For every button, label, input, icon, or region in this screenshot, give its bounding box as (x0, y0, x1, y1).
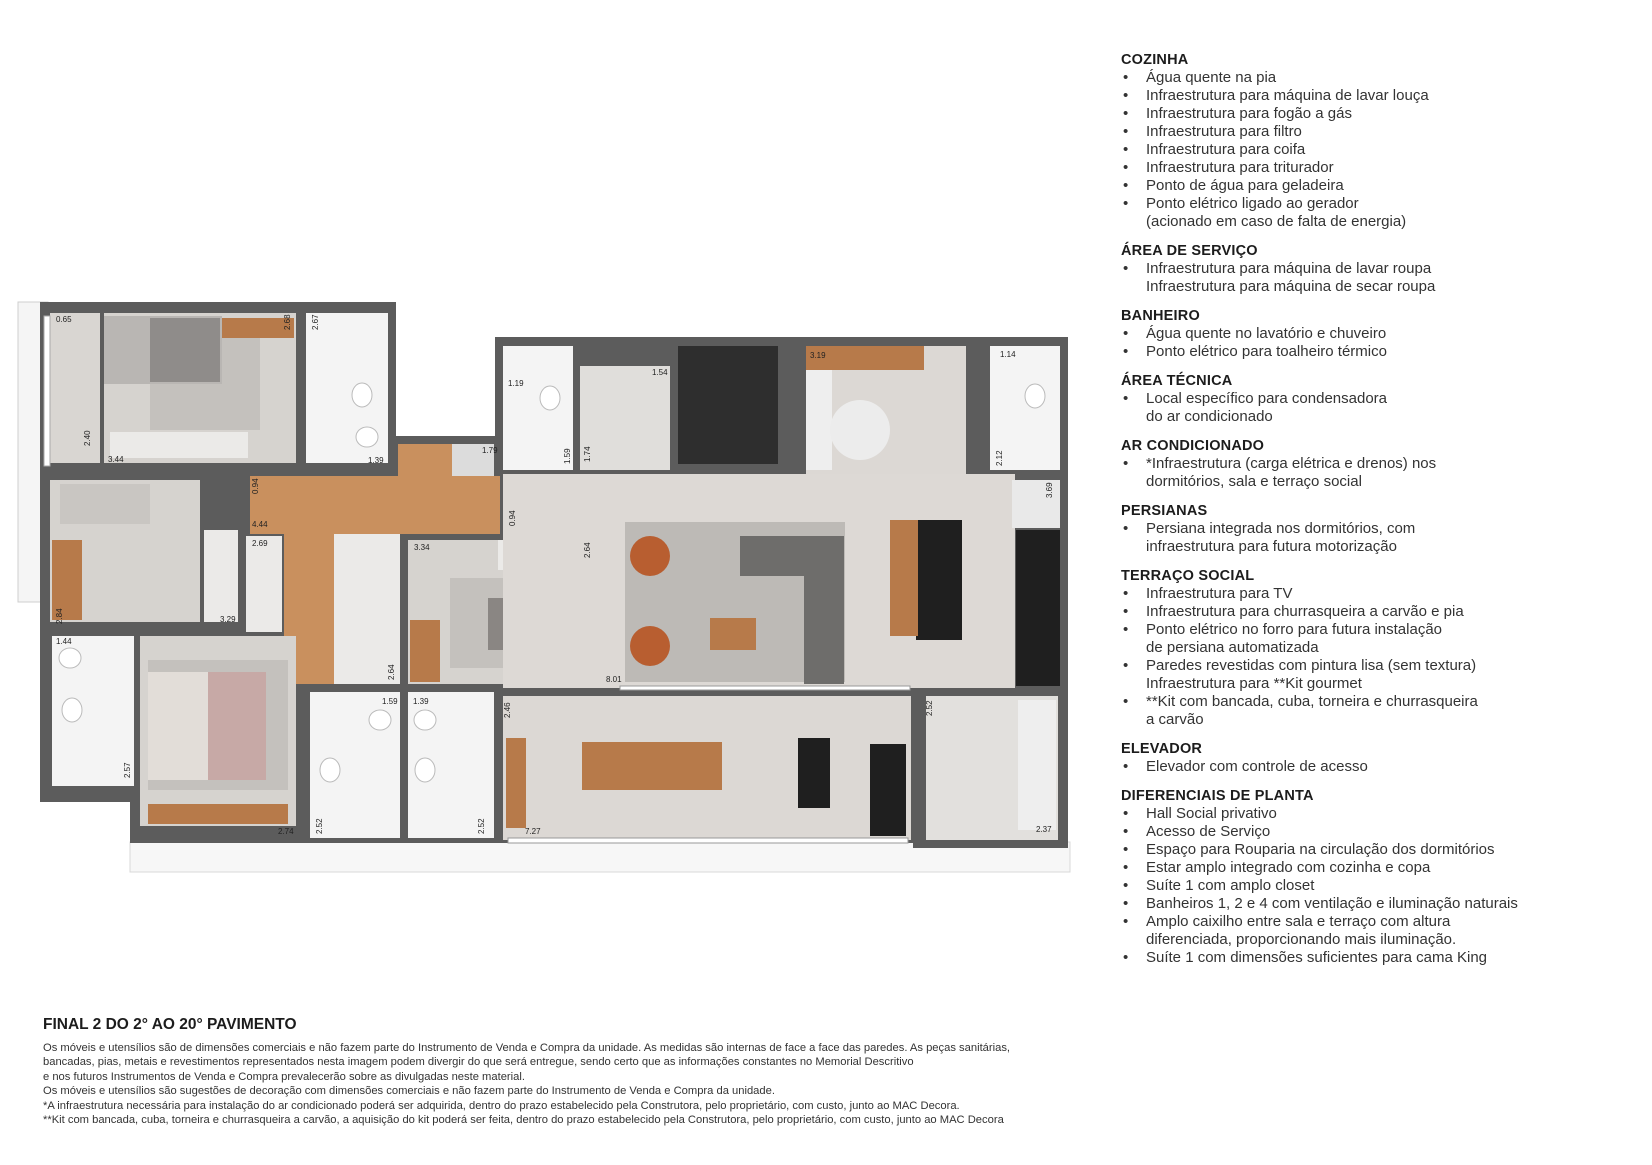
footer (43, 1016, 1243, 1127)
spec-item (1121, 260, 1641, 278)
spec-item-text: Infraestrutura para máquina de lavar roupa (1146, 260, 1432, 277)
floor-plan (0, 0, 1080, 880)
bedroom-top-side-strip (50, 313, 100, 463)
pantry (678, 346, 778, 464)
spec-item (1121, 657, 1641, 675)
spec-section-title: ÁREA TÉCNICA (1121, 373, 1233, 389)
bullet: • (1123, 895, 1129, 912)
spec-item (1121, 325, 1641, 343)
spec-items (1121, 390, 1641, 426)
kitchen-counter (890, 520, 918, 636)
spec-item-text: Ponto elétrico para toalheiro térmico (1146, 343, 1387, 360)
spec-item-text: Acesso de Serviço (1146, 823, 1271, 840)
measure-label: 0.94 (251, 478, 260, 494)
bullet: • (1123, 693, 1129, 710)
measure-label: 2.68 (283, 314, 292, 330)
bath-bottom-2-sink (414, 710, 436, 730)
bullet: • (1123, 195, 1129, 212)
spec-item (1121, 805, 1641, 823)
spec-item-text: Infraestrutura para máquina de secar roupa (1146, 278, 1436, 295)
measure-label: 1.74 (583, 446, 592, 462)
spec-item-text: *Infraestrutura (carga elétrica e drenos) nos (1146, 455, 1437, 472)
spec-item (1121, 711, 1641, 729)
spec-item (1121, 105, 1641, 123)
bullet: • (1123, 859, 1129, 876)
spec-item (1121, 455, 1641, 473)
measure-label: 1.19 (508, 379, 524, 388)
bullet: • (1123, 141, 1129, 158)
suite-bedspread (208, 672, 266, 780)
spec-item (1121, 390, 1641, 408)
spec-section (1121, 741, 1641, 776)
armchair-2 (630, 626, 670, 666)
bullet: • (1123, 758, 1129, 775)
measure-label: 1.39 (368, 456, 384, 465)
bullet: • (1123, 585, 1129, 602)
spec-items (1121, 69, 1641, 231)
measure-label: 1.59 (382, 697, 398, 706)
spec-item-text: Suíte 1 com amplo closet (1146, 877, 1315, 894)
service-bath-toilet (540, 386, 560, 410)
spec-section-title: DIFERENCIAIS DE PLANTA (1121, 788, 1314, 804)
spec-items (1121, 520, 1641, 556)
spec-item (1121, 408, 1641, 426)
spec-item (1121, 538, 1641, 556)
spec-section (1121, 373, 1641, 426)
spec-item-text: Infraestrutura para triturador (1146, 159, 1334, 176)
bedroom-mid-desk (52, 540, 82, 620)
spec-item-text: Ponto elétrico ligado ao gerador (1146, 195, 1359, 212)
bath-bottom-1-toilet (320, 758, 340, 782)
measure-label: 1.79 (482, 446, 498, 455)
copa-bench (806, 370, 832, 470)
bath-bottom-1-sink (369, 710, 391, 730)
measure-label: 1.39 (413, 697, 429, 706)
measure-label: 2.52 (477, 818, 486, 834)
spec-item-text: Infraestrutura para churrasqueira a carvão e pia (1146, 603, 1464, 620)
copa-table (830, 400, 890, 460)
bath-bottom-2-toilet (415, 758, 435, 782)
measure-label: 2.64 (583, 542, 592, 558)
spec-item-text: Amplo caixilho entre sala e terraço com altura (1146, 913, 1451, 930)
spec-item (1121, 159, 1641, 177)
kitchen-island (916, 520, 962, 640)
spec-item (1121, 603, 1641, 621)
terrace-bbq (870, 744, 906, 836)
bath-left-toilet (62, 698, 82, 722)
measure-label: 2.57 (123, 762, 132, 778)
spec-item (1121, 141, 1641, 159)
bath-left-sink (59, 648, 81, 668)
spec-item (1121, 693, 1641, 711)
suite-closet (334, 534, 400, 684)
bullet: • (1123, 123, 1129, 140)
spec-item (1121, 949, 1641, 967)
spec-item-text: **Kit com bancada, cuba, torneira e churrasqueira (1146, 693, 1478, 710)
spec-item-text: Infraestrutura para filtro (1146, 123, 1302, 140)
measure-label: 3.29 (220, 615, 236, 624)
bullet: • (1123, 390, 1129, 407)
spec-item-text: Infraestrutura para máquina de lavar louça (1146, 87, 1429, 104)
disclaimer-line: Os móveis e utensílios são de dimensões comerciais e não fazem parte do Instrumento de Venda e Compra da unidade. As medidas são internas de face a face das paredes. As peças sanitárias, (43, 1042, 1011, 1054)
bullet: • (1123, 69, 1129, 86)
bullet: • (1123, 87, 1129, 104)
measure-label: 3.19 (810, 351, 826, 360)
kitchen-worktop (1016, 530, 1060, 686)
measure-label: 2.46 (503, 702, 512, 718)
spec-item (1121, 177, 1641, 195)
spec-items (1121, 585, 1641, 729)
measure-label: 1.54 (652, 368, 668, 377)
spec-item (1121, 841, 1641, 859)
spec-item (1121, 895, 1641, 913)
suite-desk (148, 804, 288, 824)
measure-label: 2.64 (387, 664, 396, 680)
measure-label: 7.27 (525, 827, 541, 836)
spec-section-title: COZINHA (1121, 52, 1189, 68)
bullet: • (1123, 177, 1129, 194)
spec-section (1121, 568, 1641, 729)
spec-item (1121, 639, 1641, 657)
measure-label: 2.37 (1036, 825, 1052, 834)
spec-item-text: a carvão (1146, 711, 1204, 728)
bullet: • (1123, 621, 1129, 638)
spec-item-text: Banheiros 1, 2 e 4 com ventilação e iluminação naturais (1146, 895, 1518, 912)
measure-label: 2.40 (83, 430, 92, 446)
spec-item (1121, 87, 1641, 105)
bedroom-center-desk (410, 620, 440, 682)
window-left (44, 316, 50, 466)
spec-item-text: Local específico para condensadora (1146, 390, 1387, 407)
spec-item-text: Água quente no lavatório e chuveiro (1146, 325, 1387, 342)
linen-closet (246, 536, 282, 632)
bullet: • (1123, 657, 1129, 674)
spec-item (1121, 520, 1641, 538)
measure-label: 2.67 (311, 314, 320, 330)
spec-item-text: Persiana integrada nos dormitórios, com (1146, 520, 1416, 537)
spec-item (1121, 758, 1641, 776)
measure-label: 8.01 (606, 675, 622, 684)
spec-item-text: Infraestrutura para **Kit gourmet (1146, 675, 1362, 692)
measure-label: 4.44 (252, 520, 268, 529)
spec-section (1121, 788, 1641, 967)
bullet: • (1123, 455, 1129, 472)
spec-item-text: de persiana automatizada (1146, 639, 1319, 656)
terrace-island (798, 738, 830, 808)
spec-section-title: BANHEIRO (1121, 308, 1200, 324)
spec-item-text: Ponto de água para geladeira (1146, 177, 1344, 194)
disclaimer-line: bancadas, pias, metais e revestimentos representados nesta imagem podem divergir do que será entregue, sendo certo que as informações constantes no Memorial Descritivo (43, 1056, 914, 1069)
spec-items (1121, 325, 1641, 361)
spec-item (1121, 69, 1641, 87)
window-terrace (508, 838, 908, 843)
disclaimer-line: **Kit com bancada, cuba, torneira e churrasqueira a carvão, a aquisição do kit poderá ser feita, dentro do prazo estabelecido pela Construtora, pelo proprietário, com custo, junto ao MAC Decora (43, 1114, 1004, 1127)
bullet: • (1123, 520, 1129, 537)
bullet: • (1123, 325, 1129, 342)
bedroom-top-wardrobe (110, 432, 248, 458)
spec-item-text: Infraestrutura para TV (1146, 585, 1293, 602)
measure-label: 0.65 (56, 315, 72, 324)
measure-label: 2.84 (55, 608, 64, 624)
spec-item (1121, 913, 1641, 931)
bedroom-top-bed-head (150, 318, 220, 382)
spec-item (1121, 213, 1641, 231)
bullet: • (1123, 105, 1129, 122)
terrace-console (506, 738, 526, 828)
spec-item (1121, 195, 1641, 213)
spec-item-text: diferenciada, proporcionando mais iluminação. (1146, 931, 1457, 948)
bullet: • (1123, 603, 1129, 620)
spec-section-title: ELEVADOR (1121, 741, 1203, 757)
measure-label: 2.74 (278, 827, 294, 836)
spec-items (1121, 758, 1641, 776)
bullet: • (1123, 823, 1129, 840)
measure-label: 2.12 (995, 450, 1004, 466)
bath-top-right-toilet (1025, 384, 1045, 408)
spec-item-text: Paredes revestidas com pintura lisa (sem textura) (1146, 657, 1477, 674)
spec-item (1121, 585, 1641, 603)
measure-label: 2.52 (315, 818, 324, 834)
spec-item-text: Suíte 1 com dimensões suficientes para cama King (1146, 949, 1488, 966)
spec-section-title: AR CONDICIONADO (1121, 438, 1265, 454)
spec-item-text: Elevador com controle de acesso (1146, 758, 1368, 775)
spec-item-text: Infraestrutura para fogão a gás (1146, 105, 1352, 122)
bath-top-sink (356, 427, 378, 447)
measure-label: 0.94 (508, 510, 517, 526)
spec-item-text: Água quente na pia (1146, 69, 1277, 86)
spec-section (1121, 438, 1641, 491)
window-living (620, 686, 910, 690)
bullet: • (1123, 159, 1129, 176)
specifications-list (1121, 52, 1641, 979)
spec-item-text: do ar condicionado (1146, 408, 1273, 425)
measure-label: 2.52 (925, 700, 934, 716)
spec-item (1121, 675, 1641, 693)
spec-item-text: Estar amplo integrado com cozinha e copa (1146, 859, 1431, 876)
spec-section (1121, 503, 1641, 556)
bedroom-mid-bed (60, 484, 150, 524)
disclaimer-line: Os móveis e utensílios são sugestões de decoração com dimensões comerciais e não fazem parte do Instrumento de Venda e Compra da unidade. (43, 1085, 775, 1098)
bedroom-mid-wardrobe (204, 530, 238, 622)
spec-item-text: dormitórios, sala e terraço social (1146, 473, 1362, 490)
measure-label: 2.69 (252, 539, 268, 548)
spec-items (1121, 455, 1641, 491)
measure-label: 3.69 (1045, 482, 1054, 498)
bullet: • (1123, 949, 1129, 966)
laundry-nook (398, 444, 452, 476)
spec-items (1121, 260, 1641, 296)
spec-item-text: Ponto elétrico no forro para futura instalação (1146, 621, 1443, 638)
measure-label: 1.44 (56, 637, 72, 646)
spec-section (1121, 243, 1641, 296)
spec-item-text: infraestrutura para futura motorização (1146, 538, 1397, 555)
disclaimer-line: *A infraestrutura necessária para instalação do ar condicionado poderá ser adquirida, dentro do prazo estabelecido pela Construtora, pelo proprietário, com custo, junto ao MAC Decora. (43, 1099, 960, 1112)
spec-item (1121, 859, 1641, 877)
spec-item-text: Espaço para Rouparia na circulação dos dormitórios (1146, 841, 1495, 858)
spec-item (1121, 931, 1641, 949)
spec-item (1121, 123, 1641, 141)
bullet: • (1123, 343, 1129, 360)
measure-label: 3.34 (414, 543, 430, 552)
spec-items (1121, 805, 1641, 967)
floor-title: FINAL 2 DO 2° AO 20° PAVIMENTO (43, 1016, 297, 1033)
spec-item (1121, 473, 1641, 491)
hall-corridor (250, 476, 500, 534)
spec-section (1121, 308, 1641, 361)
bullet: • (1123, 877, 1129, 894)
spec-item (1121, 278, 1641, 296)
disclaimer-line: e nos futuros Instrumentos de Venda e Compra prevalecerão sobre as divulgadas neste material. (43, 1070, 525, 1083)
coffee-table (710, 618, 756, 650)
spec-item (1121, 621, 1641, 639)
measure-label: 1.59 (563, 448, 572, 464)
spec-item (1121, 877, 1641, 895)
measure-label: 1.14 (1000, 350, 1016, 359)
spec-item-text: Hall Social privativo (1146, 805, 1277, 822)
spec-section-title: TERRAÇO SOCIAL (1121, 568, 1255, 584)
bullet: • (1123, 260, 1129, 277)
bullet: • (1123, 913, 1129, 930)
bullet: • (1123, 805, 1129, 822)
spec-item-text: (acionado em caso de falta de energia) (1146, 213, 1407, 230)
spec-section-title: ÁREA DE SERVIÇO (1121, 243, 1258, 259)
service-area (580, 366, 670, 470)
dining-table (582, 742, 722, 790)
measure-label: 3.44 (108, 455, 124, 464)
spec-section-title: PERSIANAS (1121, 503, 1208, 519)
spec-section (1121, 52, 1641, 231)
laundry-machines (1018, 700, 1056, 830)
bath-top-toilet (352, 383, 372, 407)
spec-item-text: Infraestrutura para coifa (1146, 141, 1306, 158)
armchair-1 (630, 536, 670, 576)
disclaimer (43, 1041, 1243, 1127)
spec-item (1121, 823, 1641, 841)
bullet: • (1123, 841, 1129, 858)
spec-item (1121, 343, 1641, 361)
